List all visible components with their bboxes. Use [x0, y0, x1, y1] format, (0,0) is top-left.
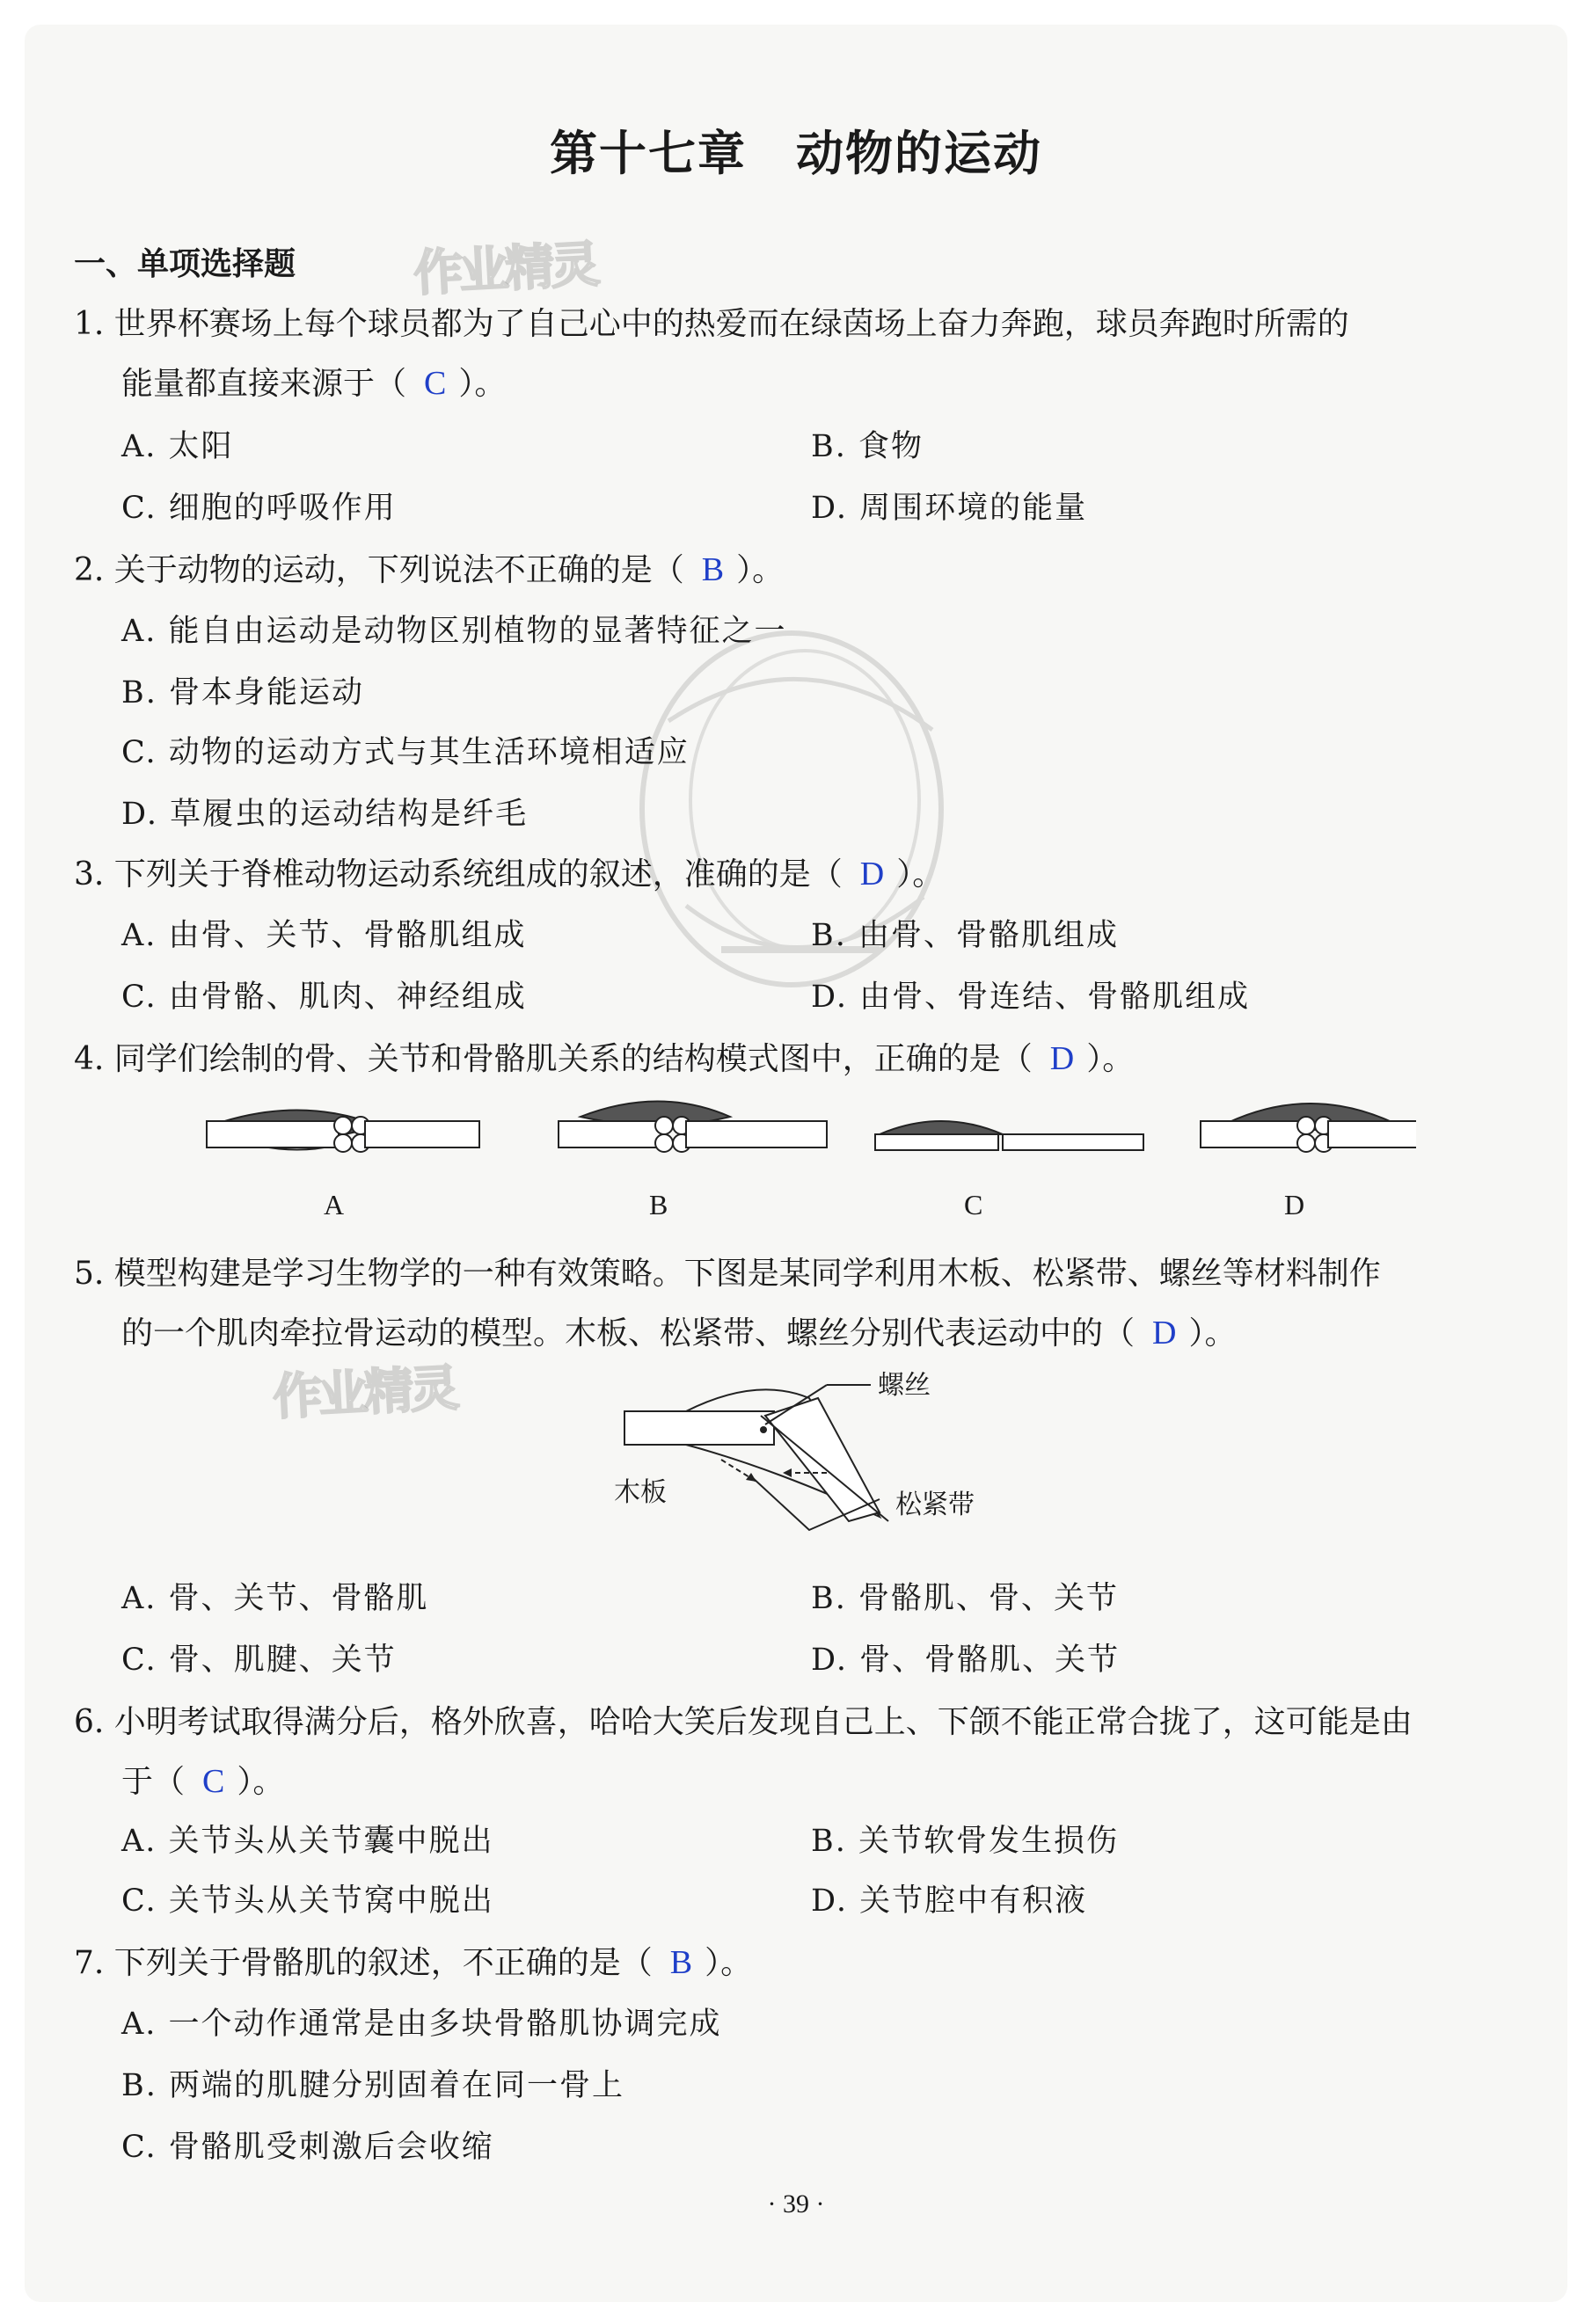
q7-option-b: B. 两端的肌腱分别固着在同一骨上: [121, 2068, 624, 2103]
q2-stem-post: ）。: [736, 552, 785, 588]
q5-label-board: 木板: [614, 1477, 667, 1508]
q3-stem-post: ）。: [896, 856, 945, 892]
q4-stem-post: ）。: [1086, 1041, 1135, 1077]
q4-figure-row: [202, 1086, 1416, 1209]
q4-answer: D: [1049, 1040, 1075, 1077]
q1-stem-line2: [121, 359, 506, 404]
q3-option-b: B. 由骨、骨骼肌组成: [811, 918, 1119, 953]
q2-option-b: B. 骨本身能运动: [121, 675, 364, 710]
q3-stem-pre: 3. 下列关于脊椎动物运动系统组成的叙述，准确的是（: [74, 856, 843, 892]
seal-watermark: [616, 616, 985, 1029]
q3-option-c: C. 由骨骼、肌肉、神经组成: [121, 980, 527, 1015]
q3-answer: D: [859, 856, 885, 892]
q1-stem-pre: 能量都直接来源于（: [121, 366, 407, 402]
q1-answer: C: [424, 365, 447, 402]
q2-option-a: A. 能自由运动是动物区别植物的显著特征之一: [121, 614, 787, 649]
q2-option-d: D. 草履虫的运动结构是纤毛: [121, 797, 529, 832]
watermark-text-2: 作业精灵: [271, 1359, 457, 1427]
q7-option-c: C. 骨骼肌受刺激后会收缩: [121, 2130, 494, 2165]
q1-option-d: D. 周围环境的能量: [811, 491, 1088, 526]
q5-stem-line2: [121, 1308, 1236, 1353]
q1-option-b: B. 食物: [811, 429, 924, 464]
q1-option-c: C. 细胞的呼吸作用: [121, 491, 397, 526]
q1-option-a: A. 太阳: [121, 429, 234, 464]
q5-option-d: D. 骨、骨骼肌、关节: [811, 1643, 1121, 1678]
q7-stem-pre: 7. 下列关于骨骼肌的叙述，不正确的是（: [74, 1945, 653, 1981]
section-heading: 一、单项选择题: [74, 245, 296, 282]
q6-option-d: D. 关节腔中有积液: [811, 1883, 1088, 1919]
q6-answer: C: [202, 1763, 225, 1800]
q4-figure-c: [875, 1121, 1143, 1150]
q5-answer: D: [1152, 1315, 1177, 1351]
q5-label-band: 松紧带: [895, 1490, 975, 1520]
q7-stem-post: ）。: [705, 1945, 753, 1981]
q5-stem-line1: 5. 模型构建是学习生物学的一种有效策略。下图是某同学利用木板、松紧带、螺丝等材料制作: [74, 1256, 1381, 1292]
q7-stem: [74, 1938, 752, 1983]
q4-figure-label-b: B: [649, 1189, 668, 1220]
q5-stem-post: ）。: [1188, 1315, 1237, 1351]
q7-answer: B: [669, 1944, 693, 1981]
q1-stem-line1: 1. 世界杯赛场上每个球员都为了自己心中的热爱而在绿茵场上奋力奔跑，球员奔跑时所需的: [74, 306, 1349, 342]
q6-stem-post: ）。: [237, 1764, 285, 1800]
q6-option-a: A. 关节头从关节囊中脱出: [121, 1824, 494, 1859]
q4-stem: [74, 1034, 1134, 1079]
q1-stem-post: ）。: [458, 366, 507, 402]
q4-figure-d: [1201, 1104, 1416, 1152]
q4-figure-b: [559, 1102, 827, 1153]
q4-figure-label-d: D: [1284, 1189, 1305, 1220]
q3-stem: [74, 849, 944, 894]
q6-stem-line2: [121, 1757, 284, 1802]
q5-option-a: A. 骨、关节、骨骼肌: [121, 1581, 429, 1616]
q6-stem-pre: 于（: [121, 1764, 186, 1800]
q6-stem-line1: 6. 小明考试取得满分后，格外欣喜，哈哈大笑后发现自己上、下颌不能正常合拢了，这可能是由: [74, 1704, 1413, 1740]
q5-option-c: C. 骨、肌腱、关节: [121, 1643, 397, 1678]
q3-option-a: A. 由骨、关节、骨骼肌组成: [121, 918, 527, 953]
page-title: 第十七章 动物的运动: [550, 125, 1042, 181]
q5-label-screw: 螺丝: [878, 1370, 931, 1401]
q6-option-b: B. 关节软骨发生损伤: [811, 1824, 1119, 1859]
q4-stem-pre: 4. 同学们绘制的骨、关节和骨骼肌关系的结构模式图中，正确的是（: [74, 1041, 1033, 1077]
q5-option-b: B. 骨骼肌、骨、关节: [811, 1581, 1119, 1616]
q4-figure-label-c: C: [964, 1189, 983, 1220]
q2-stem-pre: 2. 关于动物的运动，下列说法不正确的是（: [74, 552, 684, 588]
q7-option-a: A. 一个动作通常是由多块骨骼肌协调完成: [121, 2007, 722, 2042]
q4-figure-label-a: A: [324, 1189, 345, 1220]
q2-option-c: C. 动物的运动方式与其生活环境相适应: [121, 735, 690, 770]
page-number: · 39 ·: [767, 2189, 825, 2218]
q2-stem: [74, 545, 784, 590]
q6-option-c: C. 关节头从关节窝中脱出: [121, 1883, 494, 1919]
q2-answer: B: [701, 551, 725, 588]
q3-option-d: D. 由骨、骨连结、骨骼肌组成: [811, 980, 1251, 1015]
watermark-text: 作业精灵: [412, 236, 598, 303]
q4-figure-a: [207, 1111, 479, 1153]
q5-stem-pre: 的一个肌肉牵拉骨运动的模型。木板、松紧带、螺丝分别代表运动中的（: [121, 1315, 1136, 1351]
